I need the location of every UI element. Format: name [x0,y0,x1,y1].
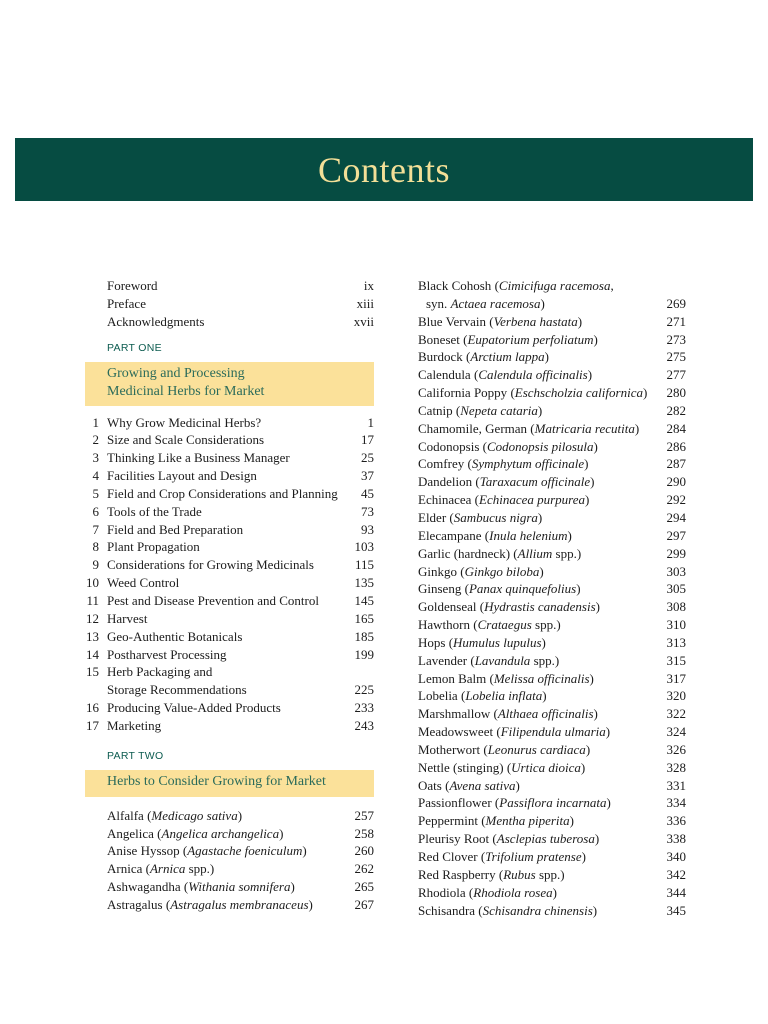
herb-scientific-name: Melissa officinalis [493,670,590,686]
toc-entry-herb[interactable]: Blue Vervain (Verbena hastata) 271 [418,313,686,329]
chapter-title: Harvest [107,610,148,626]
herb-name: Echinacea [418,492,472,508]
toc-entry-herb[interactable]: Lavender (Lavandula spp.) 315 [418,652,686,668]
toc-entry-herb[interactable]: Pleurisy Root (Asclepias tuberosa) 338 [418,831,686,847]
page-number: 199 [354,646,374,662]
chapter-number: 9 [92,557,99,573]
toc-entry-herb[interactable]: Comfrey (Symphytum officinale) 287 [418,456,686,472]
herb-name: Chamomile, German [418,420,528,436]
chapter-number: 17 [86,717,99,733]
toc-entry-herb[interactable]: Elecampane (Inula helenium) 297 [418,527,686,543]
toc-entry-herb[interactable]: Calendula (Calendula officinalis) 277 [418,367,686,383]
page-number: 334 [666,795,686,811]
chapter-list [82,414,374,735]
chapter-number: 10 [86,575,99,591]
page-number: 340 [666,849,686,864]
chapter-number: 11 [86,592,99,608]
entry-title: Preface [107,295,146,311]
page-number: xiii [356,295,374,311]
front-matter-list [82,277,374,331]
toc-entry-herb[interactable]: Lobelia (Lobelia inflata) 320 [418,688,686,704]
toc-entry-herb[interactable]: Meadowsweet (Filipendula ulmaria) 324 [418,724,686,740]
toc-entry-chapter[interactable] [82,646,374,664]
chapter-title: Herb Packaging and [107,664,213,680]
herb-scientific-name: Crataegus [477,617,532,633]
toc-entry-chapter[interactable] [82,663,374,681]
toc-entry-black-cohosh-continued[interactable]: syn. Actaea racemosa) 269 [426,295,686,311]
herb-scientific-name: Astragalus membranaceus [170,896,309,912]
page-number: 271 [666,313,686,329]
toc-entry-herb[interactable]: Burdock (Arctium lappa) 275 [418,349,686,365]
toc-entry-chapter[interactable] [82,556,374,574]
page-number: 262 [354,861,374,877]
page-number: 165 [354,610,374,626]
herb-scientific-name: Lobelia inflata [465,688,543,704]
chapter-number: 15 [86,664,99,680]
toc-entry-herb[interactable]: Passionflower (Passiflora incarnata) 334 [418,795,686,811]
toc-entry-front-matter[interactable] [82,295,374,313]
herb-name: Lobelia [418,688,458,704]
herb-name: Pleurisy Root [418,831,490,847]
page-number: ix [363,278,374,293]
chapter-title: Tools of the Trade [107,503,202,519]
toc-entry-chapter-continued[interactable] [82,681,374,699]
herb-suffix: spp. [552,545,577,561]
toc-entry-herb[interactable]: Angelica (Angelica archangelica) 258 [107,825,374,841]
herb-suffix: spp. [530,652,555,668]
toc-entry-herb[interactable]: Astragalus (Astragalus membranaceus) 267 [107,896,374,912]
chapter-number: 16 [86,700,99,716]
page-number: 93 [361,521,374,537]
toc-entry-herb[interactable]: Catnip (Nepeta cataria) 282 [418,402,686,418]
page-number: 17 [361,432,374,448]
herb-scientific-name: Medicago sativa [151,807,238,823]
page-number: 297 [666,527,686,543]
page-number: 145 [354,592,374,608]
chapter-title: Why Grow Medicinal Herbs? [107,414,262,430]
herb-name: Marshmallow [418,706,491,722]
page-number: 310 [666,617,686,633]
toc-entry-herb[interactable]: Lemon Balm (Melissa officinalis) 317 [418,670,686,686]
toc-entry-herb[interactable]: Chamomile, German (Matricaria recutita) 284 [418,420,686,436]
part-two-title: Herbs to Consider Growing for Market [107,773,326,789]
herb-scientific-name: Humulus lupulus [453,634,542,650]
page-number: 305 [666,581,686,597]
chapter-number: 7 [92,521,99,537]
page-number: 292 [666,492,686,508]
page-number: 303 [666,563,686,579]
herb-name: Blue Vervain [418,313,486,329]
herb-scientific-name: Codonopsis pilosula [487,438,594,454]
herb-name: Motherwort [418,741,481,757]
page-number: 225 [354,682,374,698]
page-number: 185 [354,628,374,644]
herb-name: Arnica [107,861,143,877]
herb-scientific-name: Lavandula [474,652,531,668]
toc-entry-herb[interactable]: Red Raspberry (Rubus spp.) 342 [418,866,686,882]
herb-scientific-name: Urtica dioica [511,759,581,775]
toc-entry-chapter[interactable] [82,521,374,539]
page-number: 328 [666,759,686,775]
page-number: 317 [666,670,686,686]
herb-scientific-name: Verbena hastata [493,313,578,329]
page-number: 103 [354,539,374,555]
toc-entry-chapter[interactable] [82,485,374,503]
toc-entry-herb[interactable]: Marshmallow (Althaea officinalis) 322 [418,706,686,722]
chapter-title: Storage Recommendations [107,682,247,698]
toc-entry-herb[interactable]: Echinacea (Echinacea purpurea) 292 [418,492,686,508]
toc-entry-herb[interactable]: Garlic (hardneck) (Allium spp.) 299 [418,545,686,561]
page-number: 342 [666,866,686,882]
herb-name: Anise Hyssop [107,843,180,859]
herb-scientific-name: Taraxacum officinale [479,474,591,490]
toc-entry-herb[interactable]: Ashwagandha (Withania somnifera) 265 [107,879,374,895]
page-number: 290 [666,474,686,490]
chapter-title: Postharvest Processing [107,646,227,662]
page-number: 37 [361,468,374,484]
toc-entry-herb[interactable]: Codonopsis (Codonopsis pilosula) 286 [418,438,686,454]
herb-scientific-name: Ginkgo biloba [464,563,540,579]
herb-name: Hops [418,634,446,650]
herb-scientific-name: Rhodiola rosea [473,884,553,900]
herb-name: Codonopsis [418,438,480,454]
herb-scientific-name: Althaea officinalis [497,706,594,722]
page-number: 294 [666,509,686,525]
herb-suffix: spp. [535,866,561,882]
page-number: 284 [666,420,686,436]
herb-scientific-name: Schisandra chinensis [482,902,593,918]
toc-entry-herb[interactable]: Red Clover (Trifolium pratense) 340 [418,849,686,864]
page-number: xvii [353,313,374,329]
page-number: 322 [666,706,686,722]
toc-entry-chapter[interactable] [82,717,374,735]
toc-entry-herb[interactable]: Motherwort (Leonurus cardiaca) 326 [418,741,686,757]
herb-name: Ashwagandha [107,879,181,895]
toc-entry-herb[interactable]: Rhodiola (Rhodiola rosea) 344 [418,884,686,900]
herb-name: Lavender [418,652,468,668]
herb-name: Boneset [418,331,460,347]
herb-name: Ginseng [418,581,462,597]
toc-entry-chapter[interactable] [82,610,374,628]
herb-scientific-name: Nepeta cataria [460,402,538,418]
part-one-title-box [85,362,374,406]
herb-scientific-name: Matricaria recutita [534,420,635,436]
page-number: 315 [666,652,686,668]
toc-entry-herb[interactable]: Oats (Avena sativa) 331 [418,777,686,793]
toc-entry-black-cohosh[interactable]: Black Cohosh (Cimicifuga racemosa, [418,278,614,293]
herb-name: Catnip [418,402,453,418]
part-two-title-box [85,770,374,797]
herb-scientific-name: Asclepias tuberosa [496,831,595,847]
herb-scientific-name: Eschscholzia californica [514,385,643,401]
herb-scientific-name: Calendula officinalis [478,367,588,383]
toc-entry-herb[interactable]: Dandelion (Taraxacum officinale) 290 [418,474,686,490]
herb-suffix: spp. [531,617,557,633]
herb-name: Comfrey [418,456,465,472]
herb-name: Meadowsweet [418,724,494,740]
chapter-number: 5 [92,485,99,501]
herb-name: Schisandra [418,902,476,918]
herb-scientific-name: Mentha piperita [485,813,570,829]
toc-entry-herb[interactable]: Nettle (stinging) (Urtica dioica) 328 [418,759,686,775]
page-number: 331 [666,777,686,793]
page-number: 299 [666,545,686,561]
synonym-label: syn. [426,295,448,311]
chapter-title: Field and Crop Considerations and Planning [107,485,338,501]
herb-scientific-name: Rubus [503,866,536,882]
page-number: 73 [361,503,374,519]
herb-list-left [82,807,374,914]
page-number: 275 [666,349,686,365]
herb-scientific-name: Filipendula ulmaria [500,724,606,740]
herb-scientific-name: Cimicifuga racemosa [498,278,611,293]
herb-scientific-name: Symphytum officinale [471,456,585,472]
chapter-title: Considerations for Growing Medicinals [107,557,314,573]
toc-entry-herb[interactable]: Ginkgo (Ginkgo biloba) 303 [418,563,686,579]
herb-list-right [418,313,686,920]
herb-name: Angelica [107,825,154,841]
herb-scientific-name: Panax quinquefolius [468,581,577,597]
toc-entry-chapter[interactable] [82,628,374,646]
herb-scientific-name: Allium [517,545,553,561]
toc-entry-herb[interactable]: Ginseng (Panax quinquefolius) 305 [418,581,686,597]
herb-name: Hawthorn [418,617,470,633]
herb-name: California Poppy [418,385,508,401]
page-number: 135 [354,575,374,591]
toc-entry-herb[interactable]: California Poppy (Eschscholzia californica) 280 [418,385,686,401]
chapter-title: Producing Value-Added Products [107,700,281,716]
page-number: 326 [666,741,686,757]
herb-scientific-name: Passiflora incarnata [499,795,607,811]
page-number: 45 [361,485,374,501]
herb-name: Ginkgo [418,563,457,579]
entry-title: Acknowledgments [107,313,205,329]
chapter-number: 2 [92,432,99,448]
chapter-number: 6 [92,503,99,519]
herb-suffix: spp. [185,861,210,877]
toc-entry-front-matter[interactable] [82,277,374,295]
herb-name: Lemon Balm [418,670,487,686]
herb-name: Goldenseal [418,599,477,615]
chapter-title: Field and Bed Preparation [107,521,244,537]
toc-entry-chapter[interactable] [82,431,374,449]
page-number: 324 [666,724,686,740]
chapter-title: Thinking Like a Business Manager [107,450,290,466]
herb-name: Elder [418,509,447,525]
page-number: 344 [666,884,686,900]
toc-entry-herb[interactable]: Goldenseal (Hydrastis canadensis) 308 [418,599,686,615]
page-number: 313 [666,634,686,650]
herb-scientific-name: Trifolium pratense [485,849,582,864]
page-number: 336 [666,813,686,829]
herb-scientific-name: Hydrastis canadensis [484,599,596,615]
page-number: 280 [666,385,686,401]
herb-scientific-name: Eupatorium perfoliatum [467,331,594,347]
herb-name: Passionflower [418,795,492,811]
toc-entry-herb[interactable]: Elder (Sambucus nigra) 294 [418,509,686,525]
right-column [418,277,686,919]
herb-name: Oats [418,777,442,793]
toc-entry-herb[interactable]: Schisandra (Schisandra chinensis) 345 [418,902,686,918]
page-number: 243 [354,717,374,733]
herb-name: Red Clover [418,849,478,864]
chapter-title: Weed Control [107,575,180,591]
herb-name: Red Raspberry [418,866,496,882]
herb-name: Peppermint [418,813,478,829]
herb-name: Garlic (hardneck) [418,545,511,561]
herb-scientific-name: Withania somnifera [188,879,291,895]
toc-entry-herb[interactable]: Arnica (Arnica spp.) 262 [107,861,374,877]
toc-entry-front-matter[interactable] [82,313,374,331]
toc-entry-herb[interactable]: Peppermint (Mentha piperita) 336 [418,813,686,829]
page-number: 286 [666,438,686,454]
chapter-title: Pest and Disease Prevention and Control [107,592,319,608]
chapter-number: 13 [86,628,99,644]
page-number: 1 [367,414,374,430]
toc-entry-chapter[interactable] [82,592,374,610]
herb-scientific-name: Agastache foeniculum [187,843,303,859]
herb-scientific-name: Arctium lappa [470,349,545,365]
left-column [82,277,374,914]
chapter-title: Plant Propagation [107,539,200,555]
herb-scientific-name: Arnica [149,861,186,877]
page-number: 308 [666,599,686,615]
herb-name: Burdock [418,349,463,365]
toc-entry-herb[interactable]: Anise Hyssop (Agastache foeniculum) 260 [107,843,374,859]
herb-scientific-name: Inula helenium [489,527,568,543]
chapter-title: Geo-Authentic Botanicals [107,628,243,644]
part-two-label: PART TWO [107,749,164,762]
toc-entry-chapter[interactable] [82,467,374,485]
page-number: 267 [354,896,374,912]
herb-name: Dandelion [418,474,473,490]
herb-name: Astragalus [107,896,163,912]
page-number: 115 [354,557,374,573]
toc-entry-chapter[interactable] [82,449,374,467]
toc-entry-chapter[interactable] [82,699,374,717]
page-number: 233 [354,700,374,716]
chapter-number: 12 [86,610,99,626]
page-number: 277 [666,367,686,383]
entry-title: Foreword [107,278,158,293]
chapter-number: 3 [92,450,99,466]
herb-name: Rhodiola [418,884,466,900]
toc-entry-chapter[interactable] [82,538,374,556]
chapter-number: 4 [92,468,99,484]
part-one-title-line2: Medicinal Herbs for Market [107,384,265,400]
toc-entry-chapter[interactable] [82,414,374,432]
page-number: 338 [666,831,686,847]
chapter-number: 1 [92,414,99,430]
page-title: Contents [317,149,450,190]
part-one-title-line1: Growing and Processing [107,365,245,381]
herb-name: Nettle (stinging) [418,759,504,775]
chapter-title: Size and Scale Considerations [107,432,265,448]
chapter-number: 8 [92,539,99,555]
page-number: 260 [354,843,374,859]
toc-entry-chapter[interactable] [82,574,374,592]
herb-scientific-name: Avena sativa [449,777,516,793]
page-number: 269 [666,295,686,311]
herb-scientific-name: Sambucus nigra [453,509,538,525]
page-number: 282 [666,402,686,418]
toc-entry-herb[interactable]: Alfalfa (Medicago sativa) 257 [107,807,374,823]
page-number: 287 [666,456,686,472]
page-number: 345 [666,902,686,918]
toc-entry-herb[interactable]: Hawthorn (Crataegus spp.) 310 [418,617,686,633]
page-number: 320 [666,688,686,704]
toc-entry-herb[interactable]: Boneset (Eupatorium perfoliatum) 273 [418,331,686,347]
herb-name: Calendula [418,367,471,383]
part-one-label: PART ONE [107,341,162,354]
herb-scientific-name: Actaea racemosa [450,295,541,311]
herb-scientific-name: Leonurus cardiaca [487,741,586,757]
herb-scientific-name: Echinacea purpurea [479,492,586,508]
chapter-title: Marketing [107,717,162,733]
chapter-number: 14 [86,646,99,662]
herb-name: Alfalfa [107,807,144,823]
herb-scientific-name: Angelica archangelica [161,825,280,841]
toc-entry-herb[interactable]: Hops (Humulus lupulus) 313 [418,634,686,650]
page-number: 25 [361,450,374,466]
page-number: 265 [354,879,374,895]
herb-name: Black Cohosh [418,278,492,293]
herb-name: Elecampane [418,527,482,543]
chapter-title: Facilities Layout and Design [107,468,257,484]
page-number: 273 [666,331,686,347]
toc-entry-chapter[interactable] [82,503,374,521]
page-number: 258 [354,825,374,841]
contents-banner [15,138,753,201]
page-number: 257 [354,807,374,823]
